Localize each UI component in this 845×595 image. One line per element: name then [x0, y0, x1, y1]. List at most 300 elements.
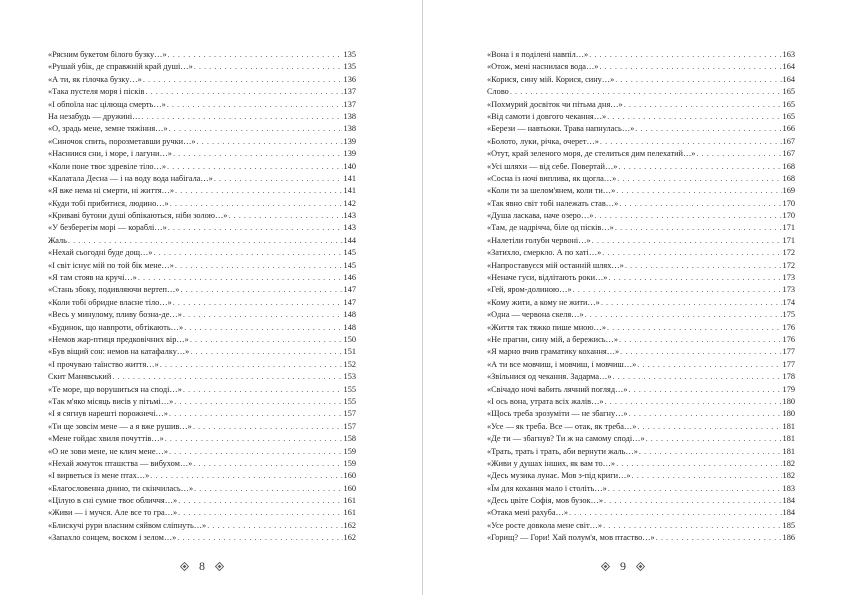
toc-entry-page: 165 [782, 99, 795, 109]
toc-entry-page: 147 [343, 297, 356, 307]
toc-entry [48, 309, 356, 321]
toc-entry-title: «Ти ще зовсім мене — а я вже рушив…» [48, 421, 192, 431]
toc-entry-title: «Десь цвіте Софія, мов бузок…» [487, 496, 604, 506]
dot-leader [183, 309, 343, 321]
toc-entry-title: «Горищ? — Гори! Хай полум'я, мов птаство…» [487, 533, 655, 543]
toc-entry-title: «Де ти — збагнув? Ти ж на самому споді…» [487, 434, 645, 444]
toc-entry-title: «Сосна із ночі виплива, як щогла…» [487, 173, 617, 183]
dot-leader [174, 396, 342, 408]
toc-entry-title: «Отут, край зеленого моря, де стелиться дим пелехатий…» [487, 149, 696, 159]
toc-entry [48, 99, 356, 111]
dot-leader [168, 49, 343, 61]
toc-entry-title: «Стань збоку, подивляючи вертеп…» [48, 285, 180, 295]
toc-entry-page: 165 [782, 87, 795, 97]
dot-leader [193, 421, 343, 433]
right-page [423, 0, 845, 595]
toc-entry-page: 182 [782, 458, 795, 468]
toc-entry [487, 446, 795, 458]
toc-entry-title: «І ось вона, утрата всіх жалів…» [487, 396, 604, 406]
dot-leader [194, 61, 343, 73]
toc-entry [48, 520, 356, 532]
dot-leader [190, 346, 342, 358]
dot-leader [601, 297, 782, 309]
toc-entry-title: «Життя так тяжко пише мною…» [487, 322, 606, 332]
toc-entry-title: «Корися, сину мій. Корися, сину…» [487, 74, 615, 84]
toc-entry-page: 182 [782, 471, 795, 481]
toc-entry-page: 184 [782, 496, 795, 506]
toc-entry-title: «Берези — навтьоки. Трава напнулась…» [487, 124, 635, 134]
toc-entry-title: «Від самоти і довгого чекання…» [487, 111, 607, 121]
toc-entry [487, 470, 795, 482]
dot-leader [628, 384, 781, 396]
toc-entry [487, 396, 795, 408]
toc-entry [487, 61, 795, 73]
toc-entry-page: 144 [343, 235, 356, 245]
toc-entry-title: «Така пустеля моря і пісків [48, 87, 145, 97]
toc-entry [48, 446, 356, 458]
diamond-ornament-icon [601, 562, 610, 571]
toc-entry-title: «Свічадо ночі вабить лячний погляд…» [487, 384, 628, 394]
dot-leader [150, 470, 342, 482]
toc-entry-page: 171 [782, 223, 795, 233]
toc-entry-title: «Усе — як треба. Все — отак, як треба…» [487, 421, 637, 431]
toc-entry-page: 167 [782, 149, 795, 159]
diamond-ornament-icon [636, 562, 645, 571]
toc-entry-page: 135 [343, 50, 356, 59]
dot-leader [175, 260, 343, 272]
dot-leader [168, 222, 343, 234]
page-folio-right [573, 559, 673, 574]
toc-entry [48, 297, 356, 309]
dot-leader [573, 284, 782, 296]
toc-entry [48, 198, 356, 210]
toc-entry [48, 433, 356, 445]
toc-entry [48, 136, 356, 148]
toc-entry-page: 173 [782, 285, 795, 295]
dot-leader [193, 458, 342, 470]
dot-leader [585, 309, 782, 321]
dot-leader [604, 495, 782, 507]
toc-entry [487, 408, 795, 420]
toc-entry-page: 172 [782, 260, 795, 270]
table-of-contents-right [487, 49, 795, 545]
toc-entry-title: «Так м'яко місяць висів у пітьмі…» [48, 396, 174, 406]
toc-entry [487, 483, 795, 495]
diamond-ornament-icon [215, 562, 224, 571]
toc-entry [487, 49, 795, 61]
toc-entry-title: Скит Манявський [48, 372, 112, 382]
toc-entry-page: 153 [343, 372, 356, 382]
toc-entry [48, 371, 356, 383]
toc-entry-page: 181 [782, 446, 795, 456]
toc-entry [487, 222, 795, 234]
toc-entry [487, 148, 795, 160]
toc-entry-title: «Щось треба зрозуміти — не збагну…» [487, 409, 628, 419]
dot-leader [169, 408, 343, 420]
dot-leader [180, 284, 342, 296]
dot-leader [639, 446, 782, 458]
toc-entry [487, 260, 795, 272]
dot-leader [618, 161, 781, 173]
toc-entry [487, 173, 795, 185]
toc-entry [487, 210, 795, 222]
toc-entry-page: 169 [782, 186, 795, 196]
toc-entry-page: 145 [343, 248, 356, 258]
dot-leader [178, 495, 342, 507]
toc-entry-page: 177 [782, 347, 795, 357]
toc-entry [48, 272, 356, 284]
toc-entry [487, 309, 795, 321]
toc-entry [487, 235, 795, 247]
toc-entry-page: 166 [782, 124, 795, 134]
toc-entry-page: 168 [782, 161, 795, 171]
dot-leader [605, 396, 782, 408]
dot-leader [599, 61, 781, 73]
toc-entry-title: Слово [487, 87, 509, 97]
dot-leader [608, 272, 781, 284]
toc-entry-page: 163 [782, 50, 795, 59]
dot-leader [624, 99, 782, 111]
toc-entry-page: 165 [782, 111, 795, 121]
toc-entry-title: «Живи у душах інших, як вам то…» [487, 458, 616, 468]
dot-leader [632, 470, 782, 482]
toc-entry [48, 123, 356, 135]
dot-leader [184, 322, 342, 334]
dot-leader [510, 86, 782, 98]
toc-entry-page: 146 [343, 273, 356, 283]
toc-entry-page: 176 [782, 334, 795, 344]
toc-entry [487, 322, 795, 334]
dot-leader [197, 136, 343, 148]
dot-leader [594, 210, 781, 222]
toc-entry [48, 86, 356, 98]
dot-leader [600, 136, 782, 148]
dot-leader [613, 371, 782, 383]
dot-leader [169, 123, 343, 135]
dot-leader [145, 86, 342, 98]
dot-leader [629, 408, 782, 420]
toc-entry [48, 74, 356, 86]
dot-leader [635, 123, 781, 135]
toc-entry [48, 185, 356, 197]
toc-entry-title: «Так явно світ тобі належать став…» [487, 198, 619, 208]
toc-entry-title: «Насниися сни, і море, і лагуни…» [48, 149, 172, 159]
toc-entry-title: «Душа ласкава, наче озеро…» [487, 211, 594, 221]
toc-entry-page: 139 [343, 149, 356, 159]
toc-entry [487, 99, 795, 111]
toc-entry [48, 483, 356, 495]
toc-entry-page: 145 [343, 260, 356, 270]
dot-leader [112, 371, 342, 383]
dot-leader [637, 359, 781, 371]
toc-entry [487, 111, 795, 123]
toc-entry-title: «Неначе гуси, відлітають роки…» [487, 273, 608, 283]
page-folio-left [152, 559, 252, 574]
toc-entry [487, 198, 795, 210]
dot-leader [620, 346, 781, 358]
toc-entry-page: 161 [343, 496, 356, 506]
toc-entry-title: «У безберегім морі — кораблі…» [48, 223, 167, 233]
toc-entry [487, 161, 795, 173]
toc-entry-title: «Усе росте довкола мене світ…» [487, 520, 603, 530]
toc-entry [48, 346, 356, 358]
toc-entry-title: «Немов жар-птиця предковічних вір…» [48, 334, 189, 344]
toc-entry [487, 185, 795, 197]
dot-leader [619, 198, 781, 210]
toc-entry-title: «Калатала Десна — і на воду вода набігала…» [48, 173, 213, 183]
toc-entry-title: «Похмурий досвіток чи пітьма дня…» [487, 99, 623, 109]
toc-entry-title: «Отож, мені наснилася вода…» [487, 62, 599, 72]
toc-entry [487, 507, 795, 519]
page-number: 8 [199, 559, 205, 573]
toc-entry [48, 235, 356, 247]
toc-entry [48, 396, 356, 408]
toc-entry-page: 147 [343, 285, 356, 295]
toc-entry-page: 184 [782, 508, 795, 518]
toc-entry-title: «Те море, що ворушиться на споді…» [48, 384, 182, 394]
toc-entry [48, 173, 356, 185]
toc-entry [487, 384, 795, 396]
toc-entry-page: 148 [343, 322, 356, 332]
toc-entry-title: «Я вже нема ні смерти, ні життя…» [48, 186, 174, 196]
toc-entry-page: 152 [343, 359, 356, 369]
toc-entry-title: «Весь у минулому, пливу бозна-де…» [48, 310, 182, 320]
toc-entry-title: «Будинок, що навпроти, обтікають…» [48, 322, 184, 332]
toc-entry-title: «А ти, як гілочка бузку…» [48, 74, 142, 84]
dot-leader [68, 235, 343, 247]
toc-entry-page: 159 [343, 446, 356, 456]
toc-entry-page: 175 [782, 310, 795, 320]
toc-entry-title: «Я марно вчив граматику кохання…» [487, 347, 620, 357]
dot-leader [177, 532, 342, 544]
diamond-ornament-icon [180, 562, 189, 571]
toc-entry-title: Жаль [48, 235, 67, 245]
dot-leader [615, 222, 782, 234]
toc-entry-page: 186 [782, 533, 795, 543]
toc-entry-title: «І обпоїла нас цілюща смерть…» [48, 99, 166, 109]
toc-entry-page: 170 [782, 211, 795, 221]
toc-entry [487, 86, 795, 98]
toc-entry-title: «Мене гойдає хвиля почуттів…» [48, 434, 164, 444]
toc-entry-title: «Я там стояв на кручі…» [48, 273, 137, 283]
toc-entry-title: «Нехай сьогодні буде дощ…» [48, 248, 153, 258]
toc-entry [487, 359, 795, 371]
toc-entry-page: 181 [782, 421, 795, 431]
toc-entry-page: 158 [343, 434, 356, 444]
dot-leader [153, 247, 342, 259]
dot-leader [175, 185, 343, 197]
toc-entry [487, 297, 795, 309]
toc-entry-title: «Болото, луки, річка, очерет…» [487, 136, 599, 146]
toc-entry-page: 140 [343, 161, 356, 171]
dot-leader [178, 507, 342, 519]
toc-entry-page: 151 [343, 347, 356, 357]
toc-entry-page: 150 [343, 334, 356, 344]
toc-entry [487, 247, 795, 259]
toc-entry-page: 160 [343, 471, 356, 481]
dot-leader [173, 297, 343, 309]
toc-entry-page: 179 [782, 384, 795, 394]
toc-entry-title: «Отака мені рахуба…» [487, 508, 569, 518]
dot-leader [569, 507, 782, 519]
toc-entry-page: 176 [782, 322, 795, 332]
dot-leader [608, 483, 782, 495]
dot-leader [619, 334, 782, 346]
dot-leader [194, 483, 342, 495]
toc-entry [48, 495, 356, 507]
toc-entry [48, 507, 356, 519]
toc-entry [48, 322, 356, 334]
toc-entry-page: 164 [782, 74, 795, 84]
toc-entry-title: «Не прагни, сину мій, а бережись…» [487, 334, 618, 344]
toc-entry [487, 346, 795, 358]
toc-entry [487, 371, 795, 383]
toc-entry [487, 532, 795, 544]
dot-leader [607, 111, 781, 123]
toc-entry-page: 172 [782, 248, 795, 258]
dot-leader [183, 384, 343, 396]
toc-entry-page: 180 [782, 409, 795, 419]
dot-leader [607, 322, 782, 334]
toc-entry [487, 495, 795, 507]
toc-entry-page: 161 [343, 508, 356, 518]
toc-entry-title: «Кому жити, а кому не жити…» [487, 297, 600, 307]
toc-entry-page: 141 [343, 186, 356, 196]
toc-entry [487, 74, 795, 86]
toc-entry-page: 183 [782, 483, 795, 493]
toc-entry-page: 185 [782, 520, 795, 530]
toc-entry [487, 458, 795, 470]
toc-entry-page: 138 [343, 124, 356, 134]
toc-entry-page: 170 [782, 198, 795, 208]
toc-entry-page: 162 [343, 533, 356, 543]
dot-leader [656, 532, 782, 544]
toc-entry-page: 173 [782, 273, 795, 283]
toc-entry-title: «Усі шляхи — від себе. Повертай…» [487, 161, 618, 171]
dot-leader [589, 49, 781, 61]
toc-entry-page: 138 [343, 111, 356, 121]
toc-entry-page: 141 [343, 173, 356, 183]
toc-entry-title: «Був віщий сон: немов на катафалку…» [48, 347, 190, 357]
toc-entry-page: 178 [782, 372, 795, 382]
toc-entry-title: «Одна — червона скеля…» [487, 310, 584, 320]
toc-entry [48, 384, 356, 396]
toc-entry-page: 177 [782, 359, 795, 369]
toc-entry-page: 139 [343, 136, 356, 146]
toc-entry-page: 160 [343, 483, 356, 493]
toc-entry [487, 284, 795, 296]
toc-entry-title: «Звільнися од чекання. Задарма…» [487, 372, 612, 382]
toc-entry-page: 168 [782, 173, 795, 183]
toc-entry-title: «Десь музика лунає. Мов з-під криги…» [487, 471, 631, 481]
toc-entry-page: 143 [343, 211, 356, 221]
toc-entry-title: «І світ існує мій по той бік мене…» [48, 260, 174, 270]
dot-leader [207, 520, 342, 532]
dot-leader [637, 421, 781, 433]
toc-entry-page: 167 [782, 136, 795, 146]
dot-leader [170, 198, 343, 210]
toc-entry-title: «Налетіли голуби червоні…» [487, 235, 591, 245]
dot-leader [616, 458, 781, 470]
toc-entry-page: 155 [343, 396, 356, 406]
dot-leader [592, 235, 782, 247]
toc-entry [48, 260, 356, 272]
toc-entry-page: 148 [343, 310, 356, 320]
toc-entry-title: «Їм для кохання мало і століть…» [487, 483, 607, 493]
toc-entry-page: 157 [343, 409, 356, 419]
toc-entry-title: «Там, де надрічча, біле од пісків…» [487, 223, 614, 233]
toc-entry [487, 334, 795, 346]
toc-entry [48, 359, 356, 371]
toc-entry [48, 334, 356, 346]
toc-entry-title: «Напроставуєся мій останній шлях…» [487, 260, 624, 270]
dot-leader [646, 433, 782, 445]
toc-entry [48, 532, 356, 544]
dot-leader [603, 520, 781, 532]
toc-entry [48, 61, 356, 73]
dot-leader [167, 161, 343, 173]
toc-entry-title: «Криваві бутони душі обпікаються, ніби золою…» [48, 211, 228, 221]
toc-entry-title: «Живи — і мучся. Але все то гра…» [48, 508, 178, 518]
dot-leader [169, 446, 343, 458]
dot-leader [160, 359, 343, 371]
toc-entry-title: «О, зрадь мене, земне тяжіння…» [48, 124, 168, 134]
toc-entry-title: «Запахло сонцем, воском і зелом…» [48, 533, 177, 543]
toc-entry [48, 408, 356, 420]
toc-entry [48, 49, 356, 61]
toc-entry [487, 433, 795, 445]
toc-entry-title: «Гей, яром-долиною…» [487, 285, 572, 295]
toc-entry-page: 135 [343, 62, 356, 72]
toc-entry [48, 421, 356, 433]
toc-entry-page: 155 [343, 384, 356, 394]
toc-entry [48, 161, 356, 173]
toc-entry-page: 143 [343, 223, 356, 233]
dot-leader [228, 210, 342, 222]
dot-leader [602, 247, 781, 259]
toc-entry-page: 159 [343, 458, 356, 468]
dot-leader [615, 74, 781, 86]
toc-entry [48, 470, 356, 482]
dot-leader [141, 111, 342, 123]
toc-entry-title: «А ти все мовчиш, і мовчиш, і мовчиш…» [487, 359, 637, 369]
toc-entry-title: «Благословенна днино, ти скінчилась…» [48, 483, 194, 493]
toc-entry-page: 181 [782, 434, 795, 444]
toc-entry-title: «Коли тобі обридне власне тіло…» [48, 297, 172, 307]
toc-entry-title: «Куди тобі прибитися, людино…» [48, 198, 169, 208]
toc-entry [48, 284, 356, 296]
toc-entry-page: 142 [343, 198, 356, 208]
toc-entry [48, 247, 356, 259]
toc-entry-title: «Коли ти за шелом'янем, коли ти…» [487, 186, 616, 196]
left-page [0, 0, 422, 595]
toc-entry [487, 520, 795, 532]
toc-entry-page: 174 [782, 297, 795, 307]
toc-entry-title: «О не зови мене, не клич мене…» [48, 446, 168, 456]
toc-entry [48, 148, 356, 160]
toc-entry [48, 111, 356, 123]
toc-entry-title: «Затихло, смеркло. А по хаті…» [487, 248, 602, 258]
toc-entry-page: 157 [343, 421, 356, 431]
dot-leader [616, 185, 781, 197]
dot-leader [214, 173, 343, 185]
toc-entry-title: «І я сягнув нарешті порожнечі…» [48, 409, 168, 419]
table-of-contents-left [48, 49, 356, 545]
toc-entry-title: «Коли поне твоє здревіле тіло…» [48, 161, 166, 171]
toc-entry-page: 180 [782, 396, 795, 406]
toc-entry [487, 136, 795, 148]
toc-entry-page: 137 [343, 87, 356, 97]
